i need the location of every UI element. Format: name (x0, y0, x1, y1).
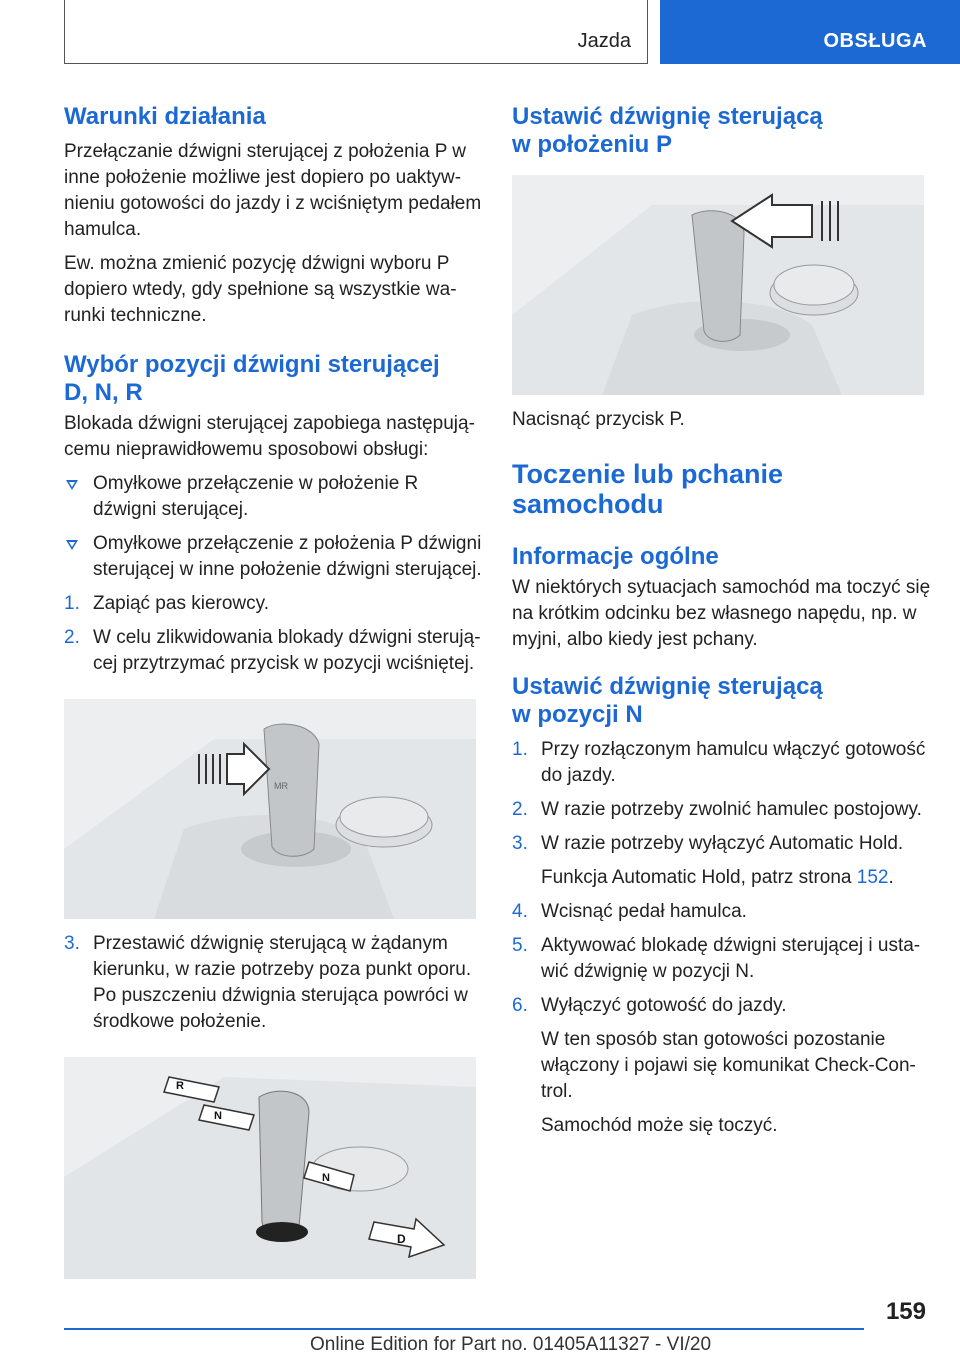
triangle-bullet-icon (66, 540, 78, 550)
heading-set-n (512, 673, 932, 729)
step-number: 1. (512, 739, 528, 760)
edition-note: Online Edition for Part no. 01405A11327 - VI/20 (310, 1334, 712, 1355)
illustration-lever-directions (64, 1057, 476, 1279)
heading-select-line-1: Wybór pozycji dźwigni sterującej (64, 351, 440, 378)
list-item (512, 899, 932, 925)
heading-rolling (512, 459, 932, 519)
paragraph-press-p: Nacisnąć przycisk P. (512, 409, 685, 430)
step-text: Zapiąć pas kierowcy. (93, 593, 269, 614)
list-item (64, 591, 484, 617)
step-text: W razie potrzeby zwolnić hamulec postojowy. (541, 799, 922, 820)
step-text: Przy rozłączonym hamulcu włączyć gotowość do jazdy. (541, 739, 926, 786)
step-number: 2. (64, 627, 80, 648)
chapter-title: OBSŁUGA (823, 29, 927, 52)
list-item (64, 471, 484, 523)
heading-set-n-line-1: Ustawić dźwignię sterującą (512, 673, 823, 700)
paragraph-select: Blokada dźwigni sterującej zapobiega następującemu nieprawidłowemu sposobowi obsługi: (64, 413, 475, 460)
gear-label-d: D (397, 1232, 406, 1246)
footer-divider (64, 1328, 864, 1330)
illustration-p-button (512, 175, 924, 395)
bullet-list (64, 471, 484, 583)
right-column (512, 100, 932, 1139)
heading-select-position (64, 351, 484, 407)
list-item (64, 625, 484, 677)
page-link[interactable]: 152 (856, 867, 889, 888)
step-text: Wyłączyć gotowość do jazdy. (541, 995, 787, 1016)
svg-text:MR: MR (274, 781, 288, 791)
lever-directions-drawing (64, 1057, 476, 1279)
heading-set-n-line-2: w pozycji N (512, 701, 643, 728)
heading-set-p-line-2: w położeniu P (512, 131, 672, 158)
step-number: 2. (512, 799, 528, 820)
p-button-drawing (512, 175, 924, 395)
steps-list-n-2 (512, 899, 932, 1019)
list-item (512, 831, 932, 857)
gear-label-n-bottom: N (322, 1172, 330, 1184)
step-number: 5. (512, 935, 528, 956)
heading-general: Informacje ogólne (512, 543, 719, 570)
cross-reference-end: . (888, 867, 894, 888)
section-title: Jazda (577, 30, 631, 52)
cross-reference-text: Funkcja Automatic Hold, patrz strona (541, 867, 857, 888)
step-text: Wcisnąć pedał hamulca. (541, 901, 747, 922)
heading-set-p (512, 103, 932, 159)
gear-label-n-top: N (214, 1110, 222, 1122)
step-number: 4. (512, 901, 528, 922)
paragraph-conditions-1: Przełączanie dźwigni sterującej z położenia P w inne położenie możliwe jest dopiero po uaktywnieniu gotowości do jazdy i z wciśniętym pedałem hamulca. (64, 141, 482, 240)
heading-set-p-line-1: Ustawić dźwignię sterującą (512, 103, 823, 130)
list-item (512, 933, 932, 985)
step-text: Aktywować blokadę dźwigni sterującej i ustawić dźwignię w pozycji N. (541, 935, 921, 982)
header-frame (64, 0, 648, 64)
left-column (64, 100, 484, 1279)
step-text: W celu zlikwidowania blokady dźwigni sterującej przytrzymać przycisk w pozycji wciśniętej. (93, 627, 481, 674)
steps-list-b (64, 931, 484, 1035)
bullet-text: Omyłkowe przełączenie w położenie R dźwigni sterującej. (93, 473, 419, 520)
paragraph-conditions-2: Ew. można zmienić pozycję dźwigni wyboru P dopiero wtedy, gdy spełnione są wszystkie warunki techniczne. (64, 253, 457, 326)
gear-label-r: R (176, 1080, 184, 1092)
illustration-lever-button (64, 699, 476, 919)
heading-conditions: Warunki działania (64, 103, 266, 130)
page-number: 159 (885, 1298, 926, 1325)
list-item (512, 737, 932, 789)
heading-rolling-line-2: samochodu (512, 489, 664, 519)
step-number: 3. (64, 933, 80, 954)
lever-button-drawing (64, 699, 476, 919)
list-item (512, 993, 932, 1019)
heading-select-line-2: D, N, R (64, 379, 143, 406)
step-text: W razie potrzeby wyłączyć Automatic Hold. (541, 833, 904, 854)
result-text-2: Samochód może się toczyć. (541, 1115, 778, 1136)
step-number: 1. (64, 593, 80, 614)
list-item (512, 797, 932, 823)
triangle-bullet-icon (66, 480, 78, 490)
cross-reference (512, 865, 932, 891)
list-item (64, 531, 484, 583)
heading-rolling-line-1: Toczenie lub pchanie (512, 459, 784, 489)
steps-list-n (512, 737, 932, 857)
step-number: 3. (512, 833, 528, 854)
steps-list-a (64, 591, 484, 677)
paragraph-general: W niektórych sytuacjach samochód ma toczyć się na krótkim odcinku bez własnego napędu, np. w myjni, albo kiedy jest pchany. (512, 577, 931, 650)
bullet-text: Omyłkowe przełączenie z położenia P dźwigni sterującej w inne położenie dźwigni sterującej. (93, 533, 482, 580)
step-text: Przestawić dźwignię sterującą w żądanym kierunku, w razie potrzeby poza punkt oporu. Po puszczeniu dźwignia sterująca powróci w środkowe położenie. (93, 933, 472, 1032)
result-text-1: W ten sposób stan gotowości pozostanie włączony i pojawi się komunikat Check-Control. (541, 1029, 916, 1102)
chapter-tab (660, 0, 960, 64)
list-item (64, 931, 484, 1035)
step-number: 6. (512, 995, 528, 1016)
